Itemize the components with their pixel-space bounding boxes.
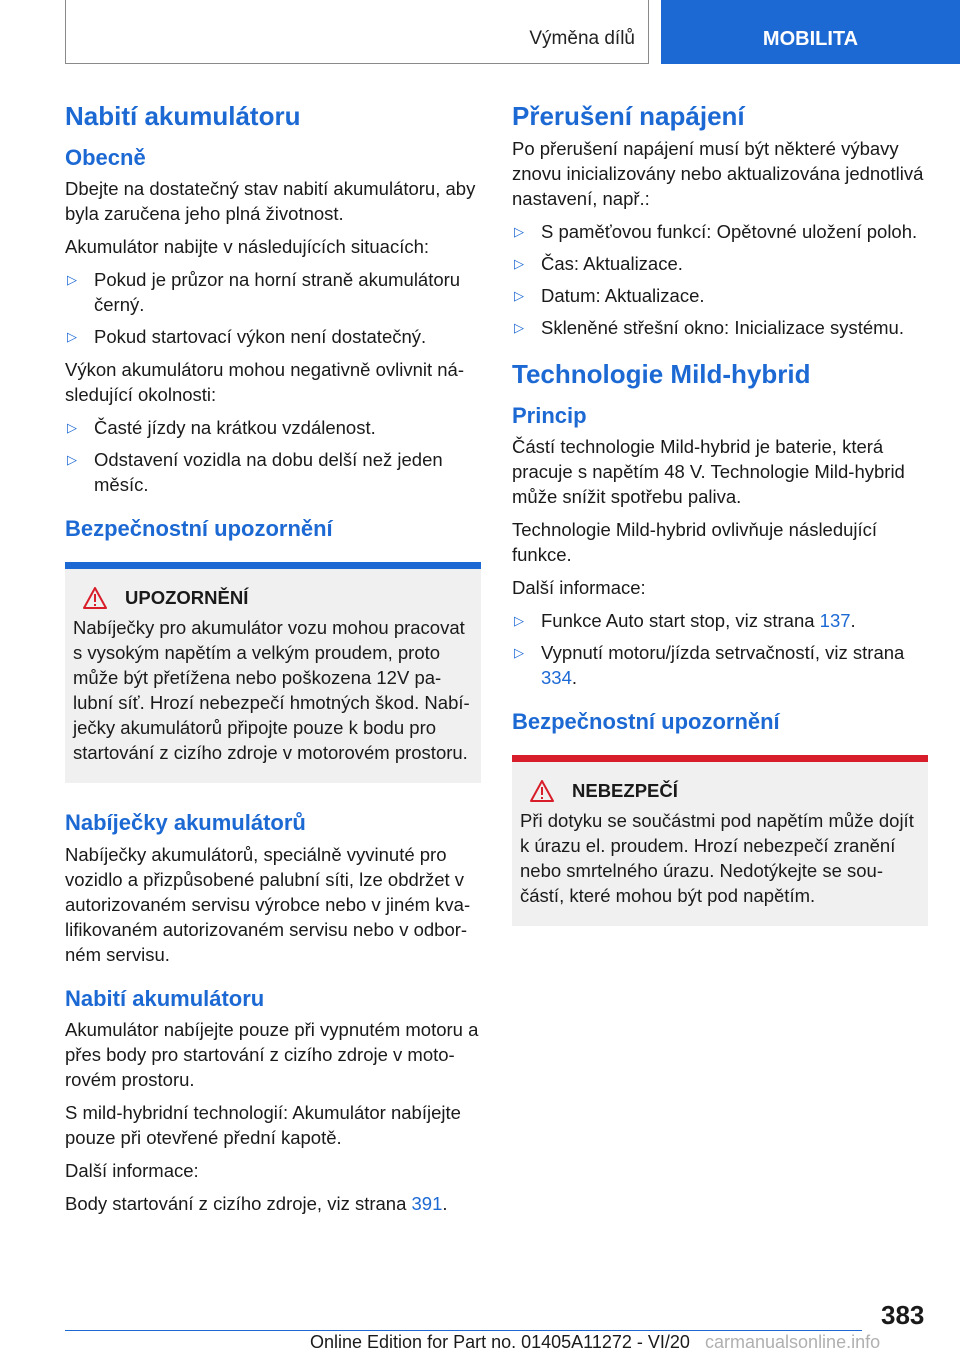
danger-title: NEBEZPEČÍ <box>572 779 678 801</box>
triangle-bullet-icon: ▷ <box>67 420 77 436</box>
paragraph: Částí technologie Mild-hybrid je baterie, která pracuje s napětím 48 V. Technologie Mild-hybrid může snížit spotřebu paliva. <box>512 436 905 508</box>
warning-title: UPOZORNĚNÍ <box>125 586 249 608</box>
bullet-list <box>65 415 481 497</box>
page-link-334[interactable]: 334 <box>541 667 572 689</box>
paragraph: Akumulátor nabíjejte pouze při vypnutém motoru a přes body pro startování z cizího zdroje v motorovém prostoru. <box>65 1019 479 1091</box>
warning-text: Nabíječky pro akumulátor vozu mohou pracovat s vysokým napětím a velkým proudem, proto může být přetížena nebo poškozena 12V palubní síť. Hrozí nebezpečí hmotných škod. Nabíječky akumulátorů připojte pouze k bodu pro startování z cizího zdroje v motorovém prostoru. <box>73 616 470 763</box>
page-link-391[interactable]: 391 <box>411 1193 443 1215</box>
triangle-bullet-icon: ▷ <box>514 319 524 335</box>
right-column <box>512 100 928 952</box>
paragraph: Po přerušení napájení musí být některé výbavy znovu inicializovány nebo aktualizována jednotlivá nastavení, např.: <box>512 137 924 209</box>
paragraph: Dbejte na dostatečný stav nabití akumulátoru, aby byla zaručena jeho plná životnost. <box>65 178 476 225</box>
heading-battery-chargers: Nabíječky akumulátorů <box>65 809 306 835</box>
triangle-bullet-icon: ▷ <box>514 223 524 239</box>
list-item: ▷ Časté jízdy na krátkou vzdálenost. <box>67 417 376 439</box>
list-item: ▷ Pokud startovací výkon není dostatečný. <box>67 326 427 348</box>
list-item: ▷ Skleněné střešní okno: Inicializace systému. <box>514 316 904 338</box>
warning-header <box>73 587 473 609</box>
danger-box <box>512 755 928 926</box>
warning-triangle-icon <box>530 780 554 802</box>
paragraph: Akumulátor nabijte v následujících situacích: <box>65 236 430 258</box>
list-item: ▷ Vypnutí motoru/jízda setrvačností, viz strana 334. <box>514 642 905 689</box>
warning-box <box>65 562 481 783</box>
header-tab-mobilita[interactable]: MOBILITA <box>661 0 960 64</box>
triangle-bullet-icon: ▷ <box>514 255 524 271</box>
paragraph: Další informace: <box>512 577 646 599</box>
list-item: ▷ Odstavení vozidla na dobu delší než jeden měsíc. <box>67 449 443 496</box>
section-title-battery-charge: Nabití akumulátoru <box>65 101 301 131</box>
footer-divider <box>65 1330 862 1331</box>
list-item: ▷ S paměťovou funkcí: Opětovné uložení poloh. <box>514 220 918 242</box>
watermark: carmanualsonline.info <box>705 1332 881 1352</box>
paragraph: Technologie Mild-hybrid ovlivňuje následující funkce. <box>512 519 878 566</box>
page-link-137[interactable]: 137 <box>819 610 851 632</box>
triangle-bullet-icon: ▷ <box>67 329 77 345</box>
paragraph: Výkon akumulátoru mohou negativně ovlivnit následující okolnosti: <box>65 359 465 406</box>
heading-general: Obecně <box>65 144 146 170</box>
bullet-list <box>512 219 928 340</box>
bullet-list <box>65 267 481 349</box>
paragraph: Nabíječky akumulátorů, speciálně vyvinuté pro vozidlo a přizpůsobené palubní síti, lze obdržet v autorizovaném servisu výrobce nebo v jiném kvalifikovaném autorizovaném servisu nebo v odborném servisu. <box>65 843 471 965</box>
heading-safety-notes: Bezpečnostní upozornění <box>65 516 333 542</box>
triangle-bullet-icon: ▷ <box>514 613 524 629</box>
heading-battery-charging: Nabití akumulátoru <box>65 985 265 1011</box>
danger-header <box>520 780 920 802</box>
section-title-mild-hybrid: Technologie Mild-hybrid <box>512 358 811 389</box>
footer-edition: Online Edition for Part no. 01405A11272 - VI/20 <box>310 1332 690 1352</box>
heading-safety-notes: Bezpečnostní upozornění <box>512 709 780 735</box>
triangle-bullet-icon: ▷ <box>514 287 524 303</box>
paragraph: Další informace: <box>65 1160 199 1182</box>
warning-triangle-icon <box>83 587 107 609</box>
list-item: ▷ Funkce Auto start stop, viz strana 137. <box>514 610 856 632</box>
triangle-bullet-icon: ▷ <box>514 645 524 661</box>
bullet-list <box>512 608 928 690</box>
left-column <box>65 100 481 1224</box>
triangle-bullet-icon: ▷ <box>67 452 77 468</box>
page-number: 383 <box>881 1300 925 1330</box>
list-item: ▷ Pokud je průzor na horní straně akumulátoru černý. <box>67 269 461 316</box>
paragraph: S mild-hybridní technologií: Akumulátor nabíjejte pouze při otevřené přední kapotě. <box>65 1102 461 1149</box>
list-item: ▷ Datum: Aktualizace. <box>514 284 705 306</box>
paragraph-with-link: Body startování z cizího zdroje, viz strana 391. <box>65 1193 448 1215</box>
heading-principle: Princip <box>512 402 587 428</box>
triangle-bullet-icon: ▷ <box>67 272 77 288</box>
header-section-title: Výměna dílů <box>529 28 635 49</box>
list-item: ▷ Čas: Aktualizace. <box>514 252 683 274</box>
danger-text: Při dotyku se součástmi pod napětím může dojít k úrazu el. proudem. Hrozí nebezpečí zranění nebo smrtelného úrazu. Nedotýkejte se součástí, které mohou být pod napětím. <box>520 809 914 906</box>
section-title-power-interruption: Přerušení napájení <box>512 101 745 131</box>
